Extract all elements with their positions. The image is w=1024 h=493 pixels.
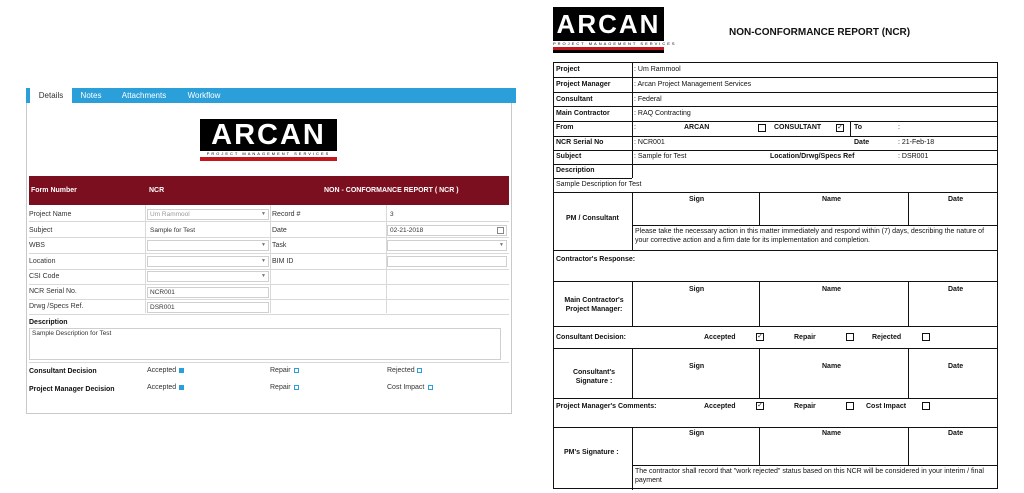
rep-project: : Um Rammool [634, 66, 681, 73]
rep-from-arcan: ARCAN [684, 124, 710, 131]
pm-cost-impact-label: Cost Impact [387, 384, 425, 391]
record-number: 3 [387, 209, 507, 220]
pm-repair-checkbox[interactable] [294, 385, 299, 390]
rep-line [554, 92, 997, 93]
report-logo-word: ARCAN [556, 9, 661, 39]
rep-to-colon: : [898, 124, 900, 131]
consultant-accepted-label: Accepted [147, 367, 177, 374]
rep-subject-label: Subject [556, 153, 582, 160]
wbs-select[interactable] [147, 240, 269, 251]
header-ncr: NCR [149, 187, 165, 194]
rep-line [554, 136, 997, 137]
drwg-input[interactable]: DSR001 [147, 302, 269, 313]
date-input[interactable] [387, 225, 507, 236]
rep-arcan-checkbox [758, 124, 766, 132]
row-line [29, 284, 509, 285]
chevron-down-icon: ▼ [261, 211, 266, 217]
rep-vline [632, 348, 633, 398]
rep-vline [908, 281, 909, 326]
row-line [29, 299, 509, 300]
rep-pm-label: Project Manager [556, 81, 611, 88]
rep-pm-signature: PM's Signature : [564, 449, 619, 456]
rep-from-consultant: CONSULTANT [774, 124, 822, 131]
bim-id-input[interactable] [387, 256, 507, 267]
rep-line [554, 121, 997, 122]
rep-ncr-serial: : NCR001 [634, 139, 665, 146]
rep-line [632, 465, 997, 466]
rep-vline [632, 427, 633, 490]
rep-sign-2: Sign [689, 286, 705, 293]
rep-pm-comments: Project Manager's Comments: [556, 403, 657, 410]
label-pm-decision: Project Manager Decision [29, 386, 115, 393]
tab-bar [26, 88, 516, 103]
label-ncr-serial: NCR Serial No. [29, 288, 77, 295]
rep-main-contractor: : RAQ Contracting [634, 110, 691, 117]
rep-name-1: Name [822, 196, 842, 203]
rep-project-label: Project [556, 66, 580, 73]
pm-accepted-checkbox[interactable] [179, 385, 184, 390]
rep-from-label: From [556, 124, 574, 131]
rep-ncr-serial-label: NCR Serial No [556, 139, 604, 146]
rep-vline [632, 281, 633, 326]
rep-contractor-response: Contractor's Response: [556, 256, 636, 263]
label-date: Date [272, 227, 287, 234]
label-project-name: Project Name [29, 211, 72, 218]
rep-line [554, 281, 997, 282]
rep-consultant-signature: Consultant's Signature : [572, 369, 616, 385]
rep-line [554, 348, 997, 349]
rep-pmc-cost-impact-box [922, 402, 930, 410]
rep-pmc-accepted: Accepted [704, 403, 736, 410]
rep-cd-accepted: Accepted [704, 334, 736, 341]
label-location: Location [29, 258, 56, 265]
rep-date-3: Date [948, 363, 964, 370]
chevron-down-icon: ▼ [261, 273, 266, 279]
header-form-number: Form Number [31, 187, 77, 194]
logo-bar [200, 157, 337, 161]
rep-consultant: : Federal [634, 96, 662, 103]
tab-notes[interactable]: Notes [80, 91, 102, 100]
rep-date: : 21-Feb-18 [898, 139, 935, 146]
rep-vline [908, 348, 909, 398]
rep-description: Sample Description for Test [556, 181, 642, 188]
rep-date-2: Date [948, 286, 964, 293]
rep-pm-instruction: Please take the necessary action in this matter immediately and respond within (7) days, describing the nature of your corrective action and a firm date for its implementation and completion. [635, 228, 985, 244]
check-icon: ✓ [837, 124, 843, 131]
logo-tagline: PROJECT MANAGEMENT SERVICES [200, 151, 337, 157]
label-bim-id: BIM ID [272, 258, 294, 265]
consultant-accepted-checkbox[interactable] [179, 368, 184, 373]
label-description: Description [29, 319, 68, 326]
rep-vline [908, 427, 909, 465]
rep-vline [759, 281, 760, 326]
rep-date-label: Date [854, 139, 870, 146]
pm-repair-label: Repair [270, 384, 291, 391]
label-record: Record # [272, 211, 301, 218]
csi-code-select[interactable] [147, 271, 269, 282]
logo-word: ARCAN [211, 119, 326, 151]
rep-vline [632, 121, 633, 164]
consultant-repair-checkbox[interactable] [294, 368, 299, 373]
pm-cost-impact-checkbox[interactable] [428, 385, 433, 390]
form-header [29, 176, 509, 205]
chevron-down-icon: ▼ [499, 242, 504, 248]
rep-main-contractor-label: Main Contractor [556, 110, 610, 117]
rep-pmc-repair-box [846, 402, 854, 410]
ncr-form [26, 103, 512, 414]
rep-vline [759, 192, 760, 225]
rep-pm-consultant: PM / Consultant [566, 215, 619, 222]
rep-location: : DSR001 [898, 153, 929, 160]
consultant-rejected-label: Rejected [387, 367, 415, 374]
rep-line [554, 178, 632, 179]
rep-date-4: Date [948, 430, 964, 437]
rep-pmc-repair: Repair [794, 403, 816, 410]
rep-sign-4: Sign [689, 430, 705, 437]
label-wbs: WBS [29, 242, 45, 249]
row-line [29, 269, 509, 270]
rep-description-label: Description [556, 167, 595, 174]
header-title: NON - CONFORMANCE REPORT ( NCR ) [324, 187, 459, 194]
rep-cd-rejected-box [922, 333, 930, 341]
rep-name-4: Name [822, 430, 842, 437]
rep-line [554, 164, 997, 165]
check-icon: ✓ [757, 333, 763, 340]
project-name-select[interactable] [147, 209, 269, 220]
rep-cd-rejected: Rejected [872, 334, 902, 341]
rep-cd-repair-box [846, 333, 854, 341]
rep-vline [908, 192, 909, 225]
rep-pmc-cost-impact: Cost Impact [866, 403, 907, 410]
rep-line [554, 427, 997, 428]
date-value: 02-21-2018 [390, 227, 424, 234]
rep-to-label: To [854, 124, 863, 131]
rep-vline [632, 63, 633, 121]
rep-line [554, 77, 997, 78]
rep-name-3: Name [822, 363, 842, 370]
rep-line [632, 225, 997, 226]
rep-line [554, 326, 997, 327]
rep-vline [632, 164, 633, 178]
calendar-icon[interactable] [497, 227, 504, 234]
task-select[interactable] [387, 240, 507, 251]
report-title: NON-CONFORMANCE REPORT (NCR) [729, 27, 911, 38]
rep-sign-3: Sign [689, 363, 705, 370]
tab-workflow[interactable]: Workflow [187, 91, 221, 100]
label-subject: Subject [29, 227, 53, 234]
report-logo-tagline: PROJECT MANAGEMENT SERVICES [553, 41, 677, 46]
subject-value[interactable]: Sample for Test [147, 225, 269, 236]
rep-line [554, 398, 997, 399]
rep-line [554, 106, 997, 107]
report-arcan-logo [553, 7, 677, 53]
rep-main-contractor-manager: Main Contractor's Project Manager: [564, 297, 624, 313]
ncr-serial-input[interactable]: NCR001 [147, 287, 269, 298]
rep-line [554, 150, 997, 151]
rep-line [554, 250, 997, 251]
rep-sign-1: Sign [689, 196, 705, 203]
rep-vline [759, 348, 760, 398]
check-icon: ✓ [757, 402, 763, 409]
label-consultant-decision: Consultant Decision [29, 368, 97, 375]
rep-subject: : Sample for Test [634, 153, 687, 160]
report-logo-bar [553, 47, 664, 50]
rep-name-2: Name [822, 286, 842, 293]
row-line [29, 314, 509, 315]
row-line [29, 221, 509, 222]
tab-details[interactable]: Details [30, 88, 72, 103]
rep-consultant-decision: Consultant Decision: [556, 334, 627, 341]
rep-vline [850, 121, 851, 136]
project-name-value: Um Rammool [150, 211, 190, 218]
consultant-repair-label: Repair [270, 367, 291, 374]
ncr-report [553, 62, 998, 489]
rep-location-label: Location/Drwg/Specs Ref [770, 153, 855, 160]
label-csi-code: CSI Code [29, 273, 60, 280]
chevron-down-icon: ▼ [261, 258, 266, 264]
location-select[interactable] [147, 256, 269, 267]
rep-vline [759, 427, 760, 465]
rep-from-colon: : [634, 124, 636, 131]
rep-pm: : Arcan Project Management Services [634, 81, 752, 88]
rep-consultant-checkbox [836, 124, 844, 132]
rep-vline [632, 192, 633, 250]
row-line [29, 237, 509, 238]
rep-consultant-label: Consultant [556, 96, 593, 103]
consultant-rejected-checkbox[interactable] [417, 368, 422, 373]
arcan-logo [200, 119, 337, 161]
row-line [29, 362, 509, 363]
tab-attachments[interactable]: Attachments [121, 91, 167, 100]
rep-footer-note: The contractor shall record that "work rejected" status based on this NCR will be considered in your interim / final payment [635, 468, 984, 484]
chevron-down-icon: ▼ [261, 242, 266, 248]
rep-pmc-accepted-box [756, 402, 764, 410]
label-task: Task [272, 242, 287, 249]
rep-cd-repair: Repair [794, 334, 816, 341]
pm-accepted-label: Accepted [147, 384, 177, 391]
rep-cd-accepted-box [756, 333, 764, 341]
rep-line [554, 192, 997, 193]
label-drwg: Drwg /Specs Ref. [29, 303, 84, 310]
rep-date-1: Date [948, 196, 964, 203]
row-line [29, 253, 509, 254]
description-textarea[interactable]: Sample Description for Test [29, 328, 501, 360]
